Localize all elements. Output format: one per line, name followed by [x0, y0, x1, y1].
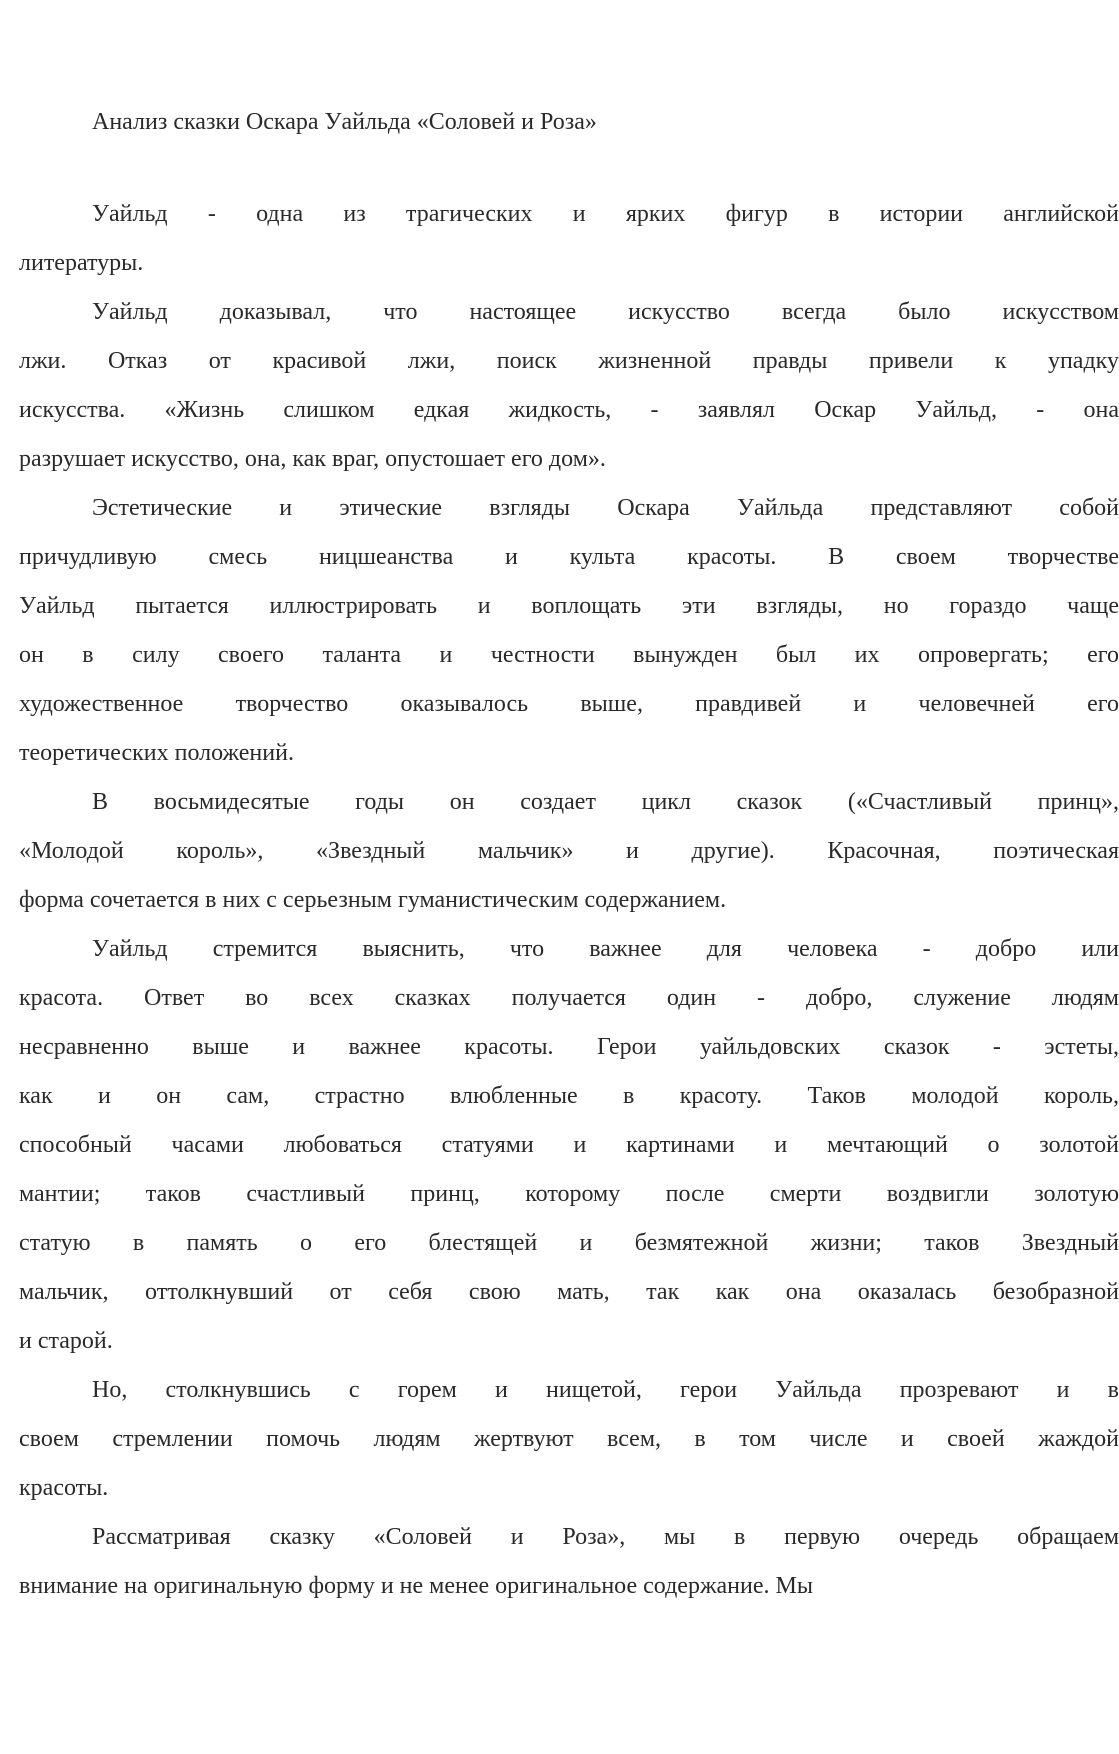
paragraph-line: Уайльд доказывал, что настоящее искусство всегда было искусством	[92, 299, 1119, 325]
paragraph-line: художественное творчество оказывалось выше, правдивей и человечней его	[19, 691, 1119, 717]
paragraph	[19, 925, 1119, 1366]
paragraph-line: красота. Ответ во всех сказках получается один - добро, служение людям	[19, 985, 1119, 1011]
paragraph	[19, 484, 1119, 778]
document-body	[19, 190, 1119, 1611]
paragraph-line: искусства. «Жизнь слишком едкая жидкость, - заявлял Оскар Уайльд, - она	[19, 397, 1119, 423]
paragraph-line: мальчик, оттолкнувший от себя свою мать, так как она оказалась безобразной	[19, 1279, 1119, 1305]
paragraph-line: лжи. Отказ от красивой лжи, поиск жизненной правды привели к упадку	[19, 348, 1119, 374]
paragraph-line: Эстетические и этические взгляды Оскара Уайльда представляют собой	[92, 495, 1119, 521]
paragraph-line: В восьмидесятые годы он создает цикл сказок («Счастливый принц»,	[92, 789, 1119, 815]
paragraph-line: Уайльд пытается иллюстрировать и воплощать эти взгляды, но гораздо чаще	[19, 593, 1119, 619]
paragraph-line: Уайльд - одна из трагических и ярких фигур в истории английской	[92, 201, 1119, 227]
paragraph-line: разрушает искусство, она, как враг, опустошает его дом».	[19, 446, 606, 472]
paragraph	[19, 778, 1119, 925]
paragraph	[19, 1366, 1119, 1513]
paragraph-line: теоретических положений.	[19, 740, 294, 766]
paragraph	[19, 288, 1119, 484]
paragraph-line: форма сочетается в них с серьезным гуманистическим содержанием.	[19, 887, 727, 913]
paragraph-line: статую в память о его блестящей и безмятежной жизни; таков Звездный	[19, 1230, 1119, 1256]
paragraph-line: Уайльд стремится выяснить, что важнее для человека - добро или	[92, 936, 1119, 962]
paragraph-line: красоты.	[19, 1475, 109, 1501]
document-title: Анализ сказки Оскара Уайльда «Соловей и Роза»	[92, 109, 597, 135]
paragraph-line: несравненно выше и важнее красоты. Герои уайльдовских сказок - эстеты,	[19, 1034, 1119, 1060]
document-content	[19, 108, 1119, 1611]
paragraph-line: литературы.	[19, 250, 144, 276]
paragraph-line: и старой.	[19, 1328, 113, 1354]
paragraph-line: «Молодой король», «Звездный мальчик» и другие). Красочная, поэтическая	[19, 838, 1119, 864]
paragraph-line: внимание на оригинальную форму и не менее оригинальное содержание. Мы	[19, 1573, 813, 1599]
paragraph-line: мантии; таков счастливый принц, которому после смерти воздвигли золотую	[19, 1181, 1119, 1207]
paragraph	[19, 190, 1119, 288]
paragraph-line: Но, столкнувшись с горем и нищетой, герои Уайльда прозревают и в	[92, 1377, 1119, 1403]
paragraph-line: как и он сам, страстно влюбленные в красоту. Таков молодой король,	[19, 1083, 1119, 1109]
paragraph-line: способный часами любоваться статуями и картинами и мечтающий о золотой	[19, 1132, 1119, 1158]
paragraph	[19, 1513, 1119, 1611]
paragraph-line: Рассматривая сказку «Соловей и Роза», мы в первую очередь обращаем	[92, 1524, 1119, 1550]
paragraph-line: он в силу своего таланта и честности вынужден был их опровергать; его	[19, 642, 1119, 668]
paragraph-line: причудливую смесь ницшеанства и культа красоты. В своем творчестве	[19, 544, 1119, 570]
paragraph-line: своем стремлении помочь людям жертвуют всем, в том числе и своей жаждой	[19, 1426, 1119, 1452]
